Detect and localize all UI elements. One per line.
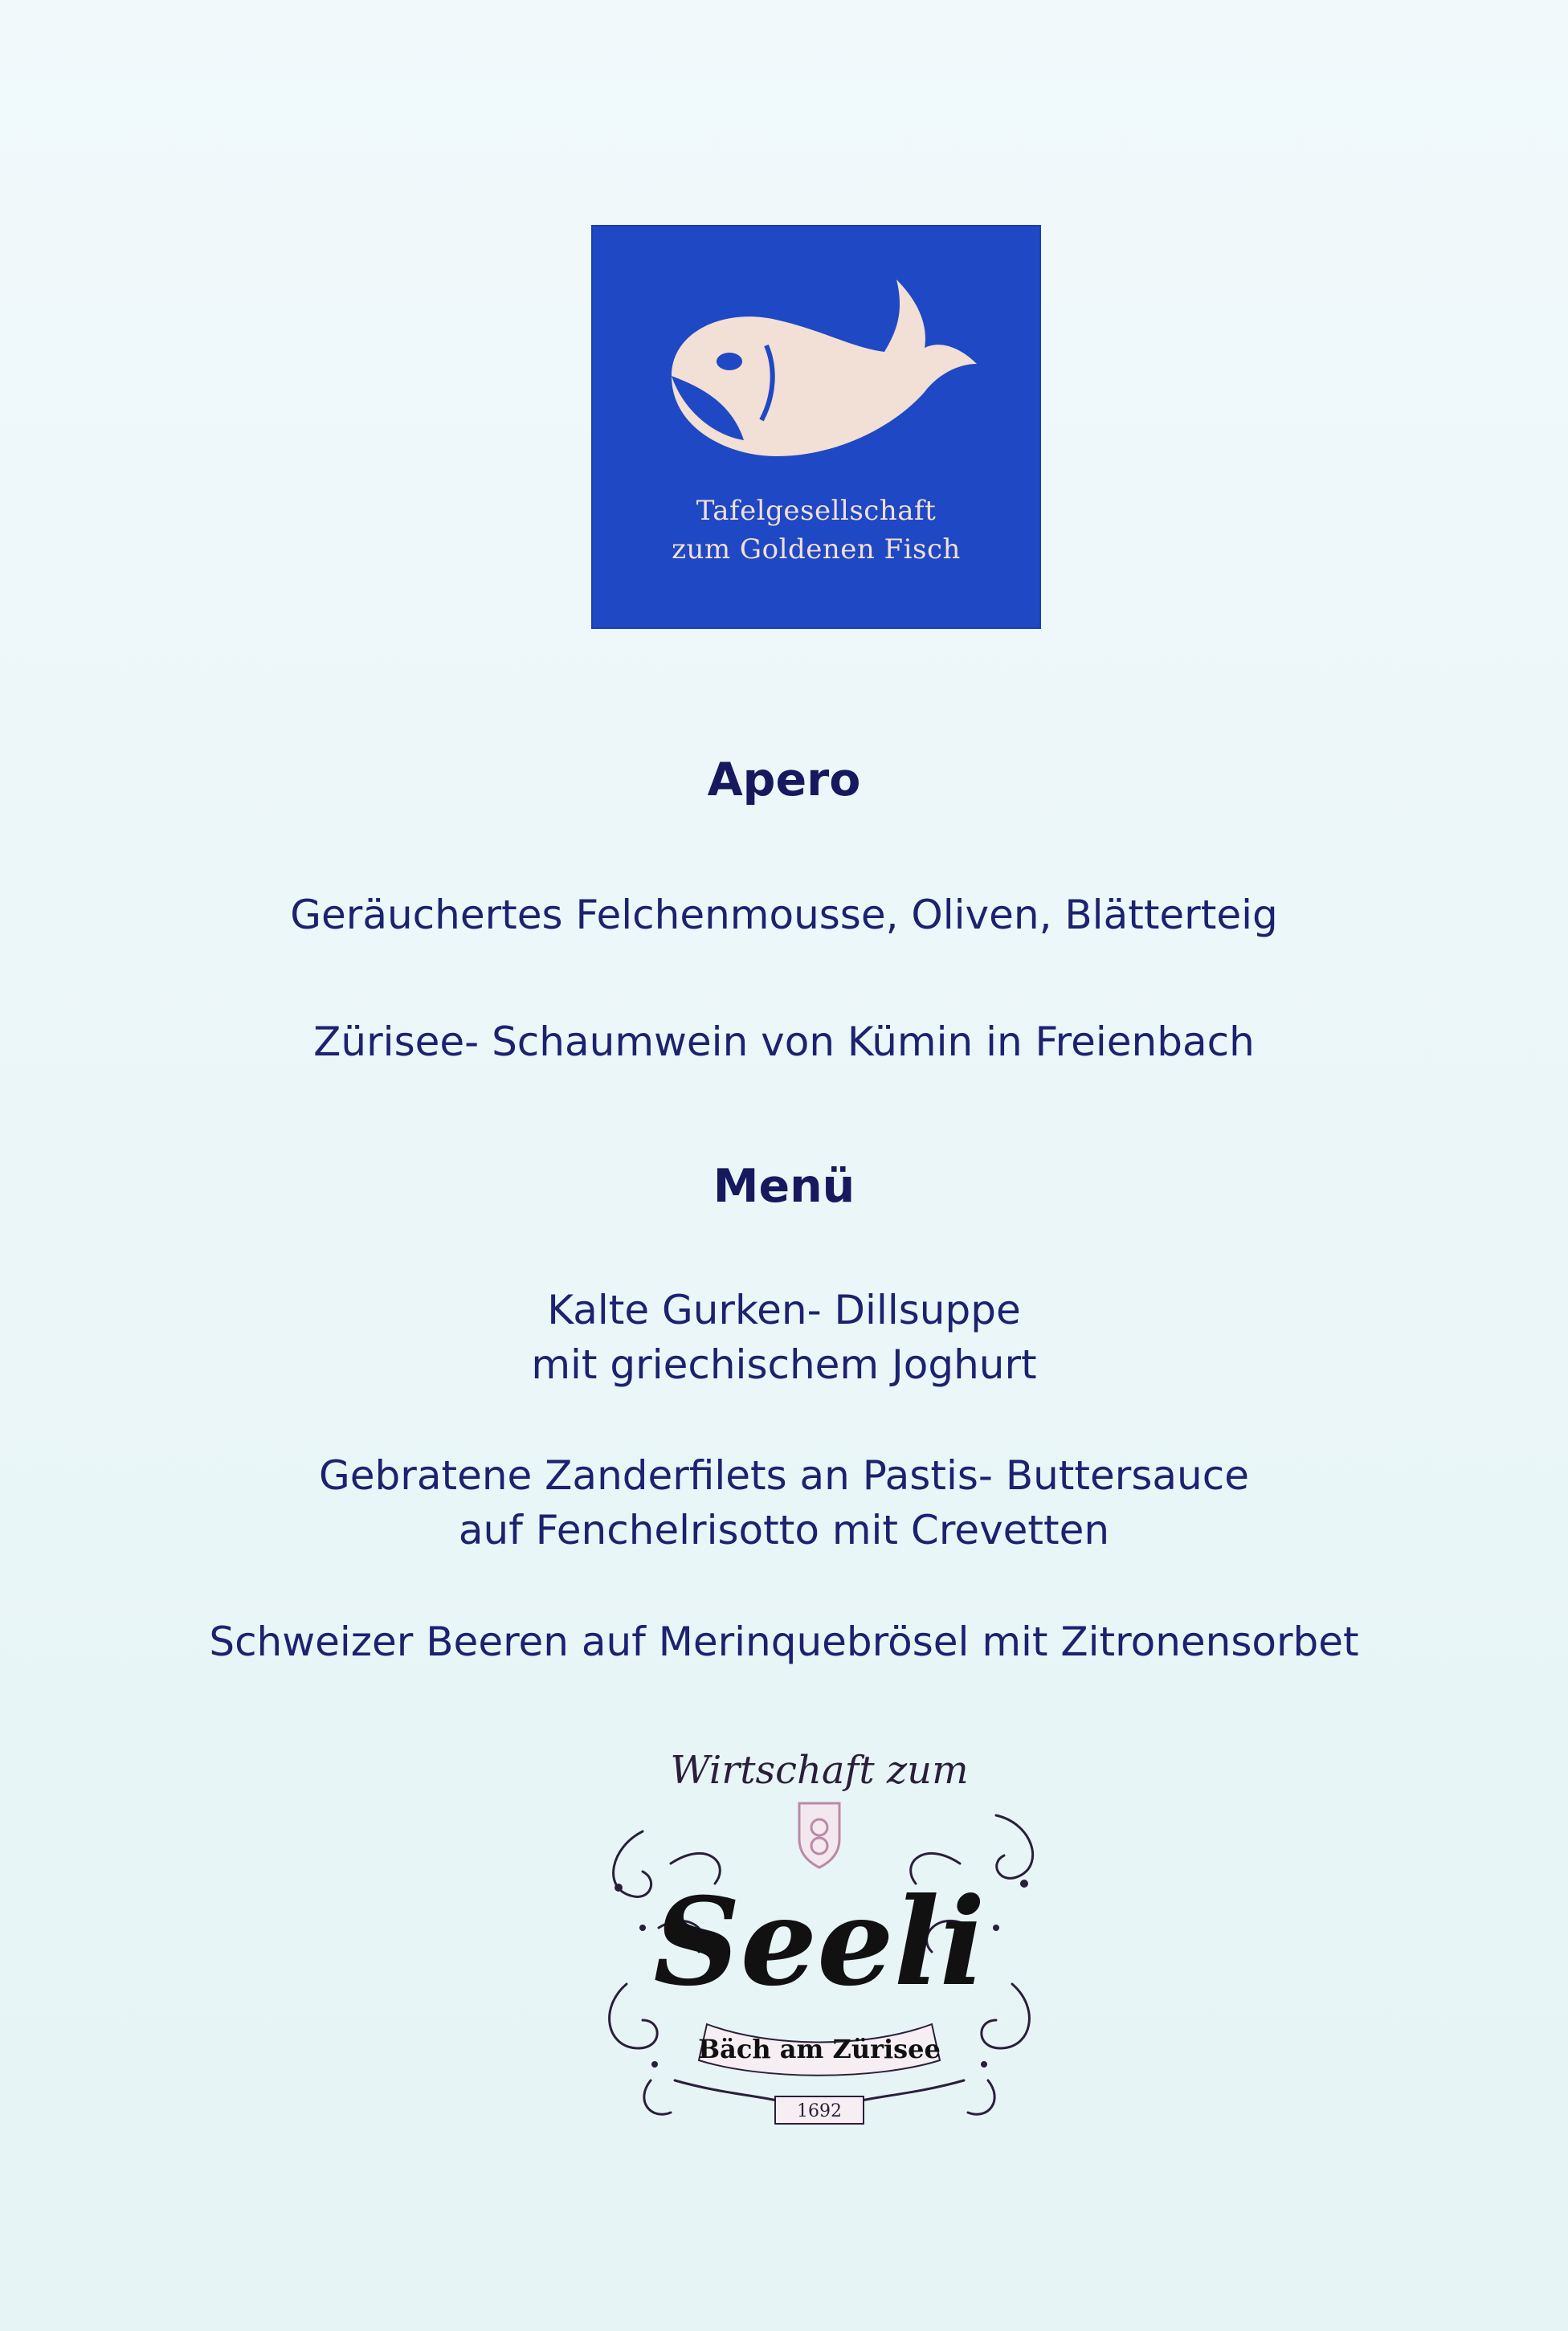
seeli-year: 1692 (797, 2101, 842, 2121)
course-1-line-1: Kalte Gurken- Dillsuppe (547, 1287, 1021, 1333)
crest-icon (799, 1803, 839, 1868)
seeli-place: Bäch am Zürisee (698, 2034, 941, 2064)
logo-line-2: zum Goldenen Fisch (672, 533, 961, 565)
course-2-line-1: Gebratene Zanderfilets an Pastis- Buttersauce (319, 1452, 1249, 1499)
course-2-line-2: auf Fenchelrisotto mit Crevetten (458, 1507, 1110, 1553)
menu-heading: Menü (713, 1160, 855, 1213)
seeli-logo (594, 1743, 1044, 2145)
apero-item-2: Zürisee- Schaumwein von Kümin in Freienbach (313, 1019, 1255, 1065)
course-3-line-1: Schweizer Beeren auf Merinquebrösel mit Zitronensorbet (209, 1619, 1359, 1665)
apero-item-1: Geräuchertes Felchenmousse, Oliven, Blätterteig (290, 892, 1278, 938)
apero-heading: Apero (707, 753, 861, 806)
fish-icon (655, 255, 977, 464)
fish-logo (591, 225, 1041, 629)
logo-line-1: Tafelgesellschaft (696, 495, 937, 527)
course-1-line-2: mit griechischem Joghurt (531, 1341, 1037, 1388)
seeli-name: Seeli (653, 1872, 986, 2013)
seeli-top-text: Wirtschaft zum (670, 1748, 969, 1793)
